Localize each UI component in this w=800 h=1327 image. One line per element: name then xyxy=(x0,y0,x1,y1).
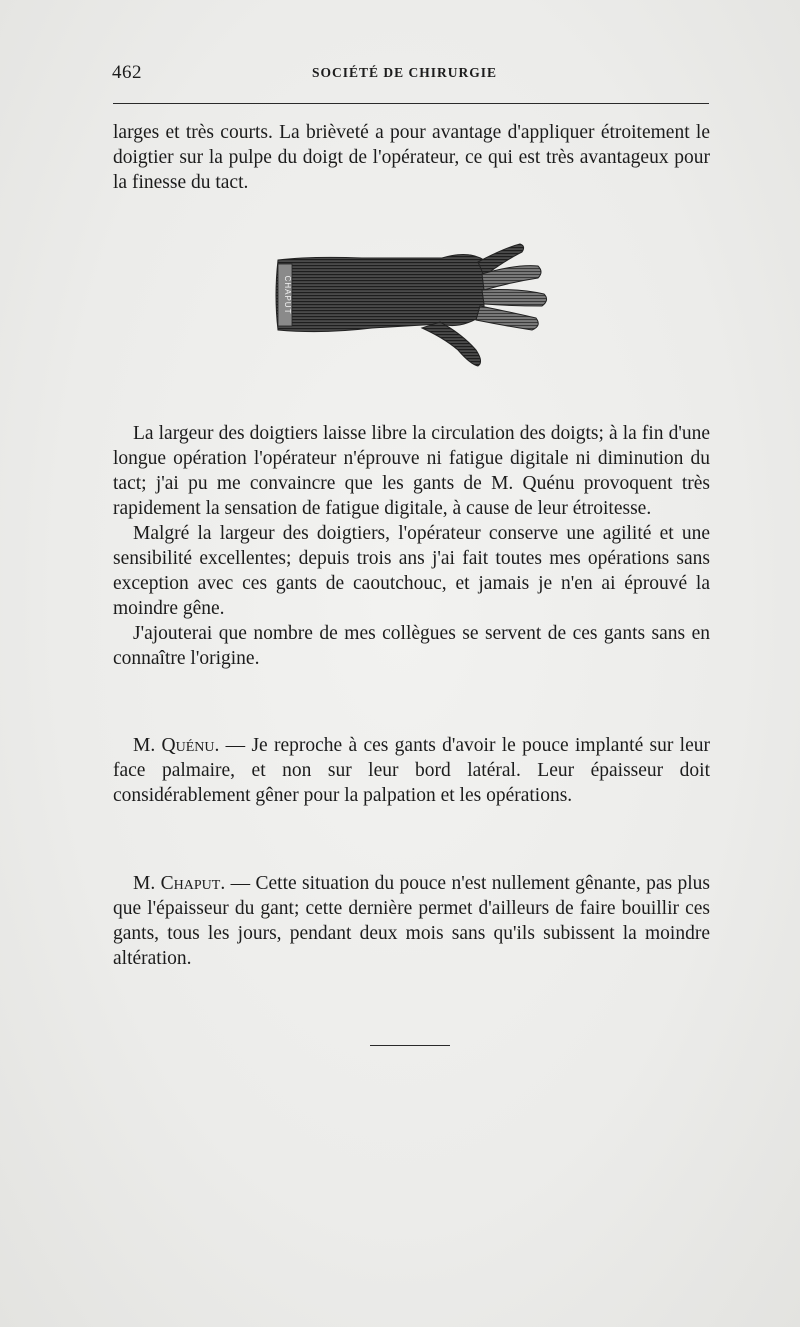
speaker-prefix: M. xyxy=(133,873,161,894)
remark-text: . — Cette situation du pouce n'est nullement gênante, pas plus que l'épaisseur du gant; cette dernière permet d'ailleurs de faire bouillir ces gants, tous les jours, pendant deux mois sans qu'ils subissent la moindre altération. xyxy=(113,873,710,969)
discussion-paragraphs xyxy=(113,421,710,671)
glove-label: CHAPUT xyxy=(283,275,292,315)
header-rule xyxy=(113,103,709,104)
quenu-remark xyxy=(113,733,710,808)
running-head: SOCIÉTÉ DE CHIRURGIE xyxy=(312,65,498,80)
speaker-paragraph xyxy=(113,871,710,971)
page-header xyxy=(112,62,708,86)
paragraph-text: larges et très courts. La brièveté a pour avantage d'appliquer étroitement le doigtier sur la pulpe du doigt de l'opérateur, ce qui est très avantageux pour la finesse du tact. xyxy=(113,122,710,193)
speaker-paragraph xyxy=(113,733,710,808)
paragraph-text: La largeur des doigtiers laisse libre la circulation des doigts; à la fin d'une longue opération l'opérateur n'éprouve ni fatigue digitale ni diminution du tact; j'ai pu me convaincre que les gants de M. Quénu provoquent très rapidement la sensation de fatigue digitale, à cause de leur étroitesse. xyxy=(113,423,710,519)
speaker-prefix: M. xyxy=(133,735,162,756)
speaker-name: Chaput xyxy=(160,873,221,894)
section-end-rule xyxy=(370,1045,450,1046)
paragraph-text: Malgré la largeur des doigtiers, l'opérateur conserve une agilité et une sensibilité excellentes; depuis trois ans j'ai fait toutes mes opérations sans exception avec ces gants de caoutchouc, et jamais je n'en ai éprouvé la moindre gêne. xyxy=(113,523,710,619)
glove-drawing xyxy=(272,238,552,370)
speaker-name: Quénu xyxy=(161,735,215,756)
chaput-remark xyxy=(113,871,710,971)
paragraph-text: J'ajouterai que nombre de mes collègues se servent de ces gants sans en connaître l'origine. xyxy=(113,623,710,669)
glove-illustration xyxy=(272,238,552,370)
page-number: 462 xyxy=(112,62,142,83)
paragraph-continued xyxy=(113,120,710,195)
remark-text: . — Je reproche à ces gants d'avoir le pouce implanté sur leur face palmaire, et non sur leur bord latéral. Leur épaisseur doit considérablement gêner pour la palpation et les opérations. xyxy=(113,735,710,806)
